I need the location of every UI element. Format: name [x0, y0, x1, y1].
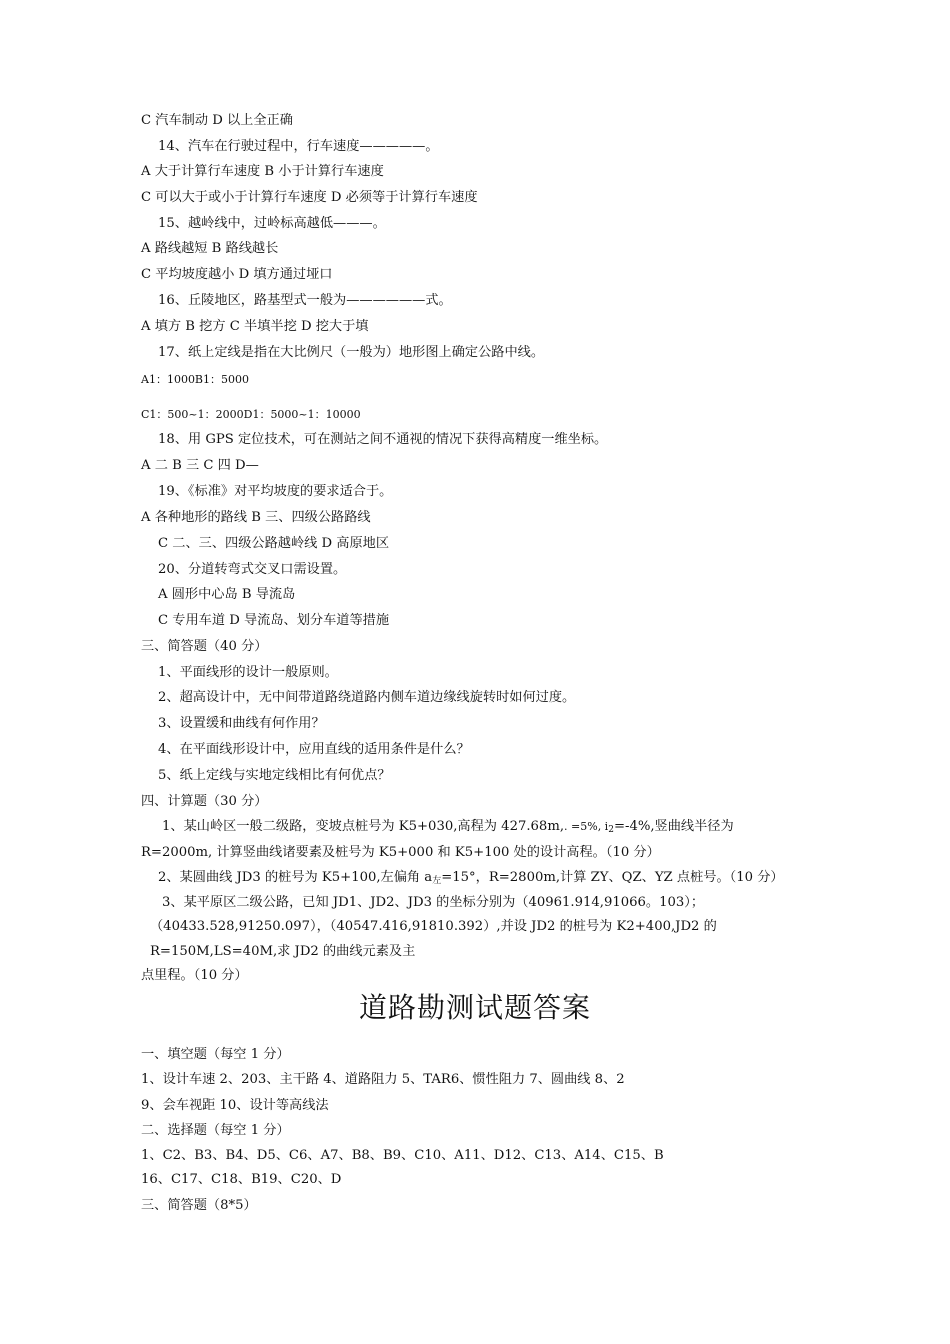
answer-title: 道路勘测试题答案 [358, 991, 591, 1024]
option-line: A 路线越短 B 路线越长 [141, 241, 279, 256]
subscript: 2 [608, 825, 614, 835]
question-16: 16、丘陵地区，路基型式一般为——————式。 [158, 293, 452, 308]
question-15: 15、越岭线中，过岭标高越低———。 [158, 216, 386, 231]
option-line: A1：1000B1：5000 [141, 373, 250, 386]
text-span: . =5%, i [564, 820, 609, 833]
option-line: C1：500~1：2000D1：5000~1：10000 [141, 408, 361, 421]
option-line: A 二 B 三 C 四 D— [141, 458, 259, 473]
text-line: （40433.528,91250.097），（40547.416,91810.392）,并设 JD2 的桩号为 K2+400,JD2 的 [150, 919, 717, 934]
option-line: A 大于计算行车速度 B 小于计算行车速度 [141, 164, 384, 179]
calc-question-1 [162, 818, 734, 839]
short-question: 4、在平面线形设计中，应用直线的适用条件是什么？ [158, 742, 470, 757]
text-line: R=150M,LS=40M,求 JD2 的曲线元素及主 [150, 944, 416, 959]
option-line: C 专用车道 D 导流岛、划分车道等措施 [158, 613, 390, 628]
text-span: 1、某山岭区一般二级路，变坡点桩号为 K5+030,高程为 427.68m, [162, 819, 565, 834]
question-20: 20、分道转弯式交叉口需设置。 [158, 562, 347, 577]
calc-question-2 [158, 869, 784, 890]
section-heading: 三、简答题（8*5） [141, 1198, 257, 1213]
option-line: A 填方 B 挖方 C 半填半挖 D 挖大于填 [141, 319, 369, 334]
section-heading: 三、简答题（40 分） [141, 639, 268, 654]
calc-question-3: 3、某平原区二级公路，已知 JD1、JD2、JD3 的坐标分别为（40961.914,91066。103）； [162, 895, 705, 910]
option-line: C 可以大于或小于计算行车速度 D 必须等于计算行车速度 [141, 190, 478, 205]
short-question: 5、纸上定线与实地定线相比有何优点？ [158, 768, 391, 783]
option-line: A 各种地形的路线 B 三、四级公路路线 [141, 510, 371, 525]
text-line: C 汽车制动 D 以上全正确 [141, 113, 293, 128]
question-14: 14、汽车在行驶过程中，行车速度—————。 [158, 139, 439, 154]
answer-line: 1、C2、B3、B4、D5、C6、A7、B8、B9、C10、A11、D12、C13、A14、C15、B [141, 1148, 664, 1163]
option-line: A 圆形中心岛 B 导流岛 [158, 587, 296, 602]
text-span: 2、某圆曲线 JD3 的桩号为 K5+100,左偏角 a [158, 870, 433, 885]
answer-line: 16、C17、C18、B19、C20、D [141, 1172, 342, 1187]
text-span: =15°，R=2800m,计算 ZY、QZ、YZ 点桩号。（10 分） [441, 870, 784, 885]
answer-line: 9、会车视距 10、设计等高线法 [141, 1098, 329, 1113]
section-heading: 四、计算题（30 分） [141, 794, 268, 809]
short-question: 3、设置缓和曲线有何作用？ [158, 716, 325, 731]
option-line: C 二、三、四级公路越岭线 D 高原地区 [158, 536, 390, 551]
question-17: 17、纸上定线是指在大比例尺（一般为）地形图上确定公路中线。 [158, 345, 545, 360]
section-heading: 一、填空题（每空 1 分） [141, 1047, 290, 1062]
answer-line: 1、设计车速 2、203、主干路 4、道路阻力 5、TAR6、惯性阻力 7、圆曲线 8、2 [141, 1072, 625, 1087]
short-question: 2、超高设计中，无中间带道路绕道路内侧车道边缘线旋转时如何过度。 [158, 690, 576, 705]
subscript: 左 [432, 876, 442, 886]
short-question: 1、平面线形的设计一般原则。 [158, 665, 338, 680]
section-heading: 二、选择题（每空 1 分） [141, 1123, 290, 1138]
question-19: 19、《标准》对平均坡度的要求适合于。 [158, 484, 393, 499]
option-line: C 平均坡度越小 D 填方通过垭口 [141, 267, 333, 282]
question-18: 18、用 GPS 定位技术，可在测站之间不通视的情况下获得高精度一维坐标。 [158, 432, 608, 447]
text-line: 点里程。（10 分） [141, 968, 248, 983]
text-span: =-4%,竖曲线半径为 [613, 819, 734, 834]
text-line: R=2000m, 计算竖曲线诸要素及桩号为 K5+000 和 K5+100 处的设计高程。（10 分） [141, 845, 660, 860]
